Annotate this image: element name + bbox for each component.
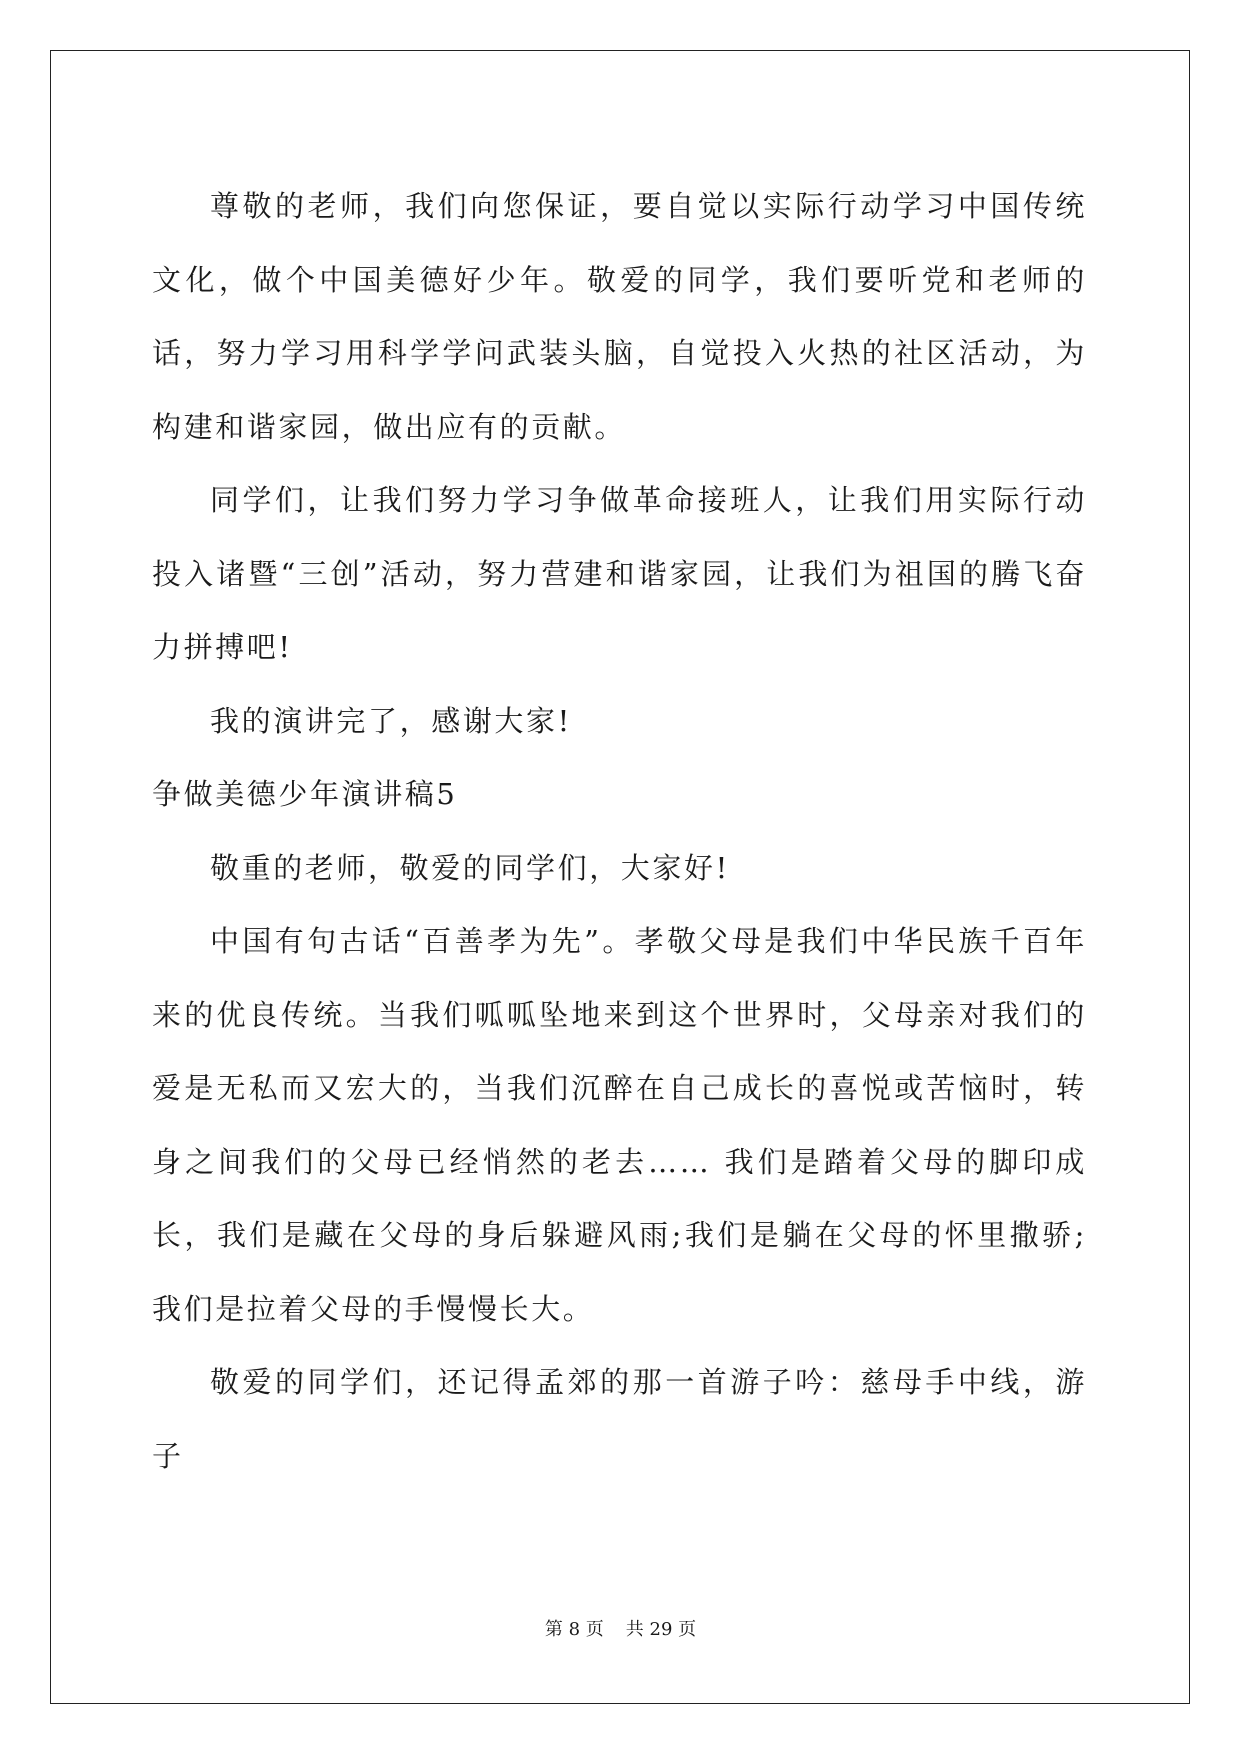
document-body — [152, 170, 1087, 1493]
section-paragraph-1: 敬重的老师，敬爱的同学们，大家好! — [210, 850, 730, 885]
section-paragraph-3: 敬爱的同学们，还记得孟郊的那一首游子吟：慈母手中线，游子 — [152, 1365, 1087, 1473]
section-heading: 争做美德少年演讲稿5 — [152, 777, 458, 811]
page-footer — [0, 1618, 1241, 1642]
page-total: 共 29 页 — [625, 1619, 697, 1640]
paragraph-2: 同学们，让我们努力学习争做革命接班人，让我们用实际行动投入诸暨“三创”活动，努力营建和谐家园，让我们为祖国的腾飞奋力拼搏吧! — [152, 483, 1087, 664]
page-number: 第 8 页 — [544, 1619, 604, 1640]
section-paragraph-2: 中国有句古话“百善孝为先”。孝敬父母是我们中华民族千百年来的优良传统。当我们呱呱坠地来到这个世界时，父母亲对我们的爱是无私而又宏大的，当我们沉醉在自己成长的喜悦或苦恼时，转身之间我们的父母已经悄然的老去…… 我们是踏着父母的脚印成长，我们是藏在父母的身后躲避风雨;我们是躺在父母的怀里撒骄;我们是拉着父母的手慢慢长大。 — [152, 924, 1087, 1326]
paragraph-1: 尊敬的老师，我们向您保证，要自觉以实际行动学习中国传统文化，做个中国美德好少年。敬爱的同学，我们要听党和老师的话，努力学习用科学学问武装头脑，自觉投入火热的社区活动，为构建和谐家园，做出应有的贡献。 — [152, 189, 1087, 444]
paragraph-3: 我的演讲完了，感谢大家! — [210, 703, 572, 738]
